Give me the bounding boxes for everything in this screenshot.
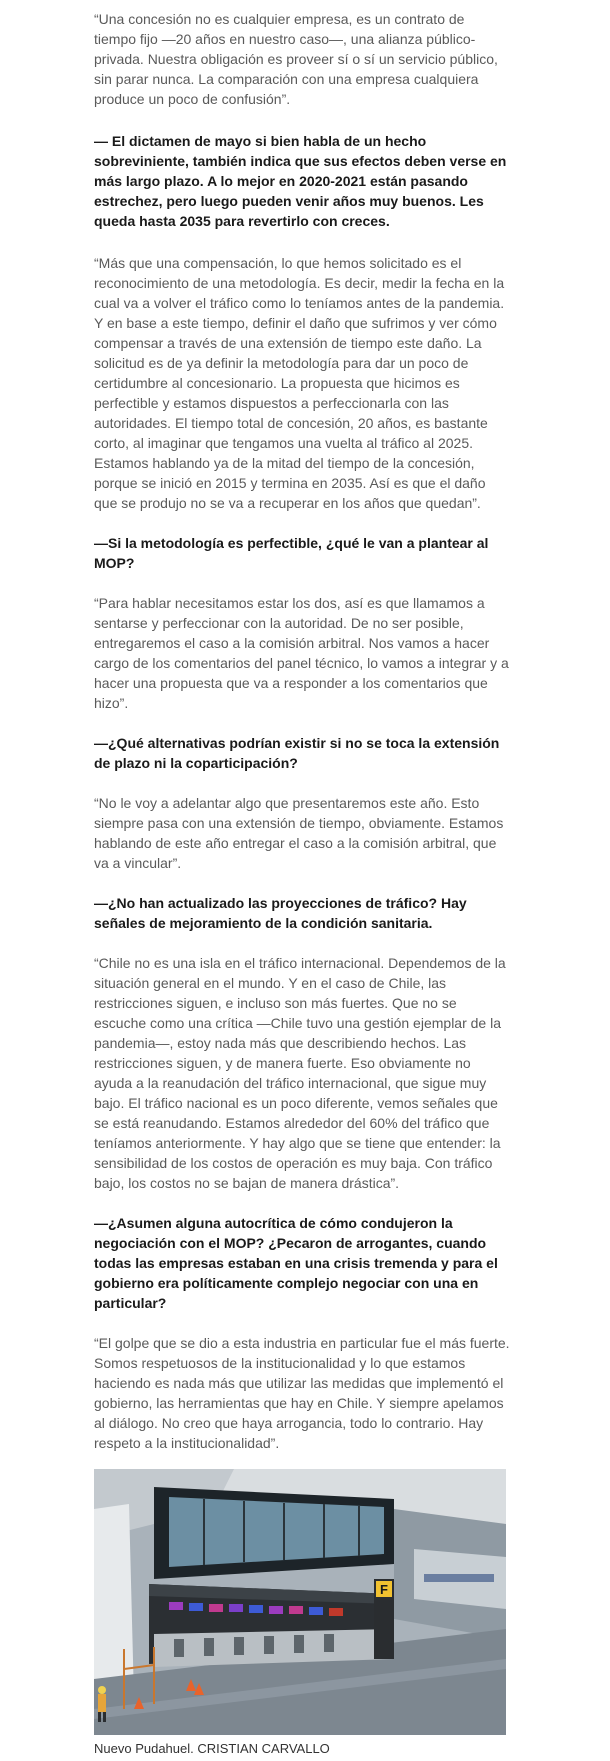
screen	[329, 1608, 343, 1616]
answer-paragraph-6: “El golpe que se dio a esta industria en particular fue el más fuerte. Somos respetuosos de la institucionalidad y lo que estamos haciendo es nada más que utilizar las medidas que implementó el gobierno, las herramientas que hay en Chile. Y siempre apelamos al diálogo. No creo que haya arrogancia, todo lo contrario. Hay respeto a la institucionalidad”.	[94, 1335, 510, 1451]
article-body	[94, 0, 510, 1757]
worker-leg	[103, 1712, 106, 1722]
far-counters	[424, 1574, 494, 1582]
worker-helmet	[98, 1686, 106, 1694]
kiosk	[174, 1639, 184, 1657]
kiosk	[324, 1634, 334, 1652]
kiosk	[234, 1637, 244, 1655]
answer-paragraph-4: “No le voy a adelantar algo que presentaremos este año. Esto siempre pasa con una extensión de tiempo, obviamente. Estamos hablando de este año entregar el caso a la comisión arbitral, que va a vincular”.	[94, 795, 504, 871]
worker-leg	[98, 1712, 101, 1722]
kiosk	[264, 1636, 274, 1654]
question-3: —¿Qué alternativas podrían existir si no se toca la extensión de plazo ni la coparticipación?	[94, 735, 500, 771]
airport-terminal-photo	[94, 1469, 506, 1735]
question-2: —Si la metodología es perfectible, ¿qué le van a plantear al MOP?	[94, 535, 489, 571]
screen	[269, 1606, 283, 1614]
screen	[209, 1604, 223, 1612]
kiosk	[204, 1638, 214, 1656]
airport-terminal-illustration	[94, 1469, 506, 1735]
screen	[309, 1607, 323, 1615]
screen	[289, 1606, 303, 1614]
screen	[169, 1602, 183, 1610]
question-1: — El dictamen de mayo si bien habla de un hecho sobreviniente, también indica que sus efectos deben verse en más largo plazo. A lo mejor en 2020-2021 están pasando estrechez, pero luego pueden venir años muy buenos. Les queda hasta 2035 para revertirlo con creces.	[94, 133, 507, 229]
screen	[249, 1605, 263, 1613]
question-4: —¿No han actualizado las proyecciones de tráfico? Hay señales de mejoramiento de la condición sanitaria.	[94, 895, 467, 931]
worker	[98, 1694, 106, 1712]
question-5: —¿Asumen alguna autocrítica de cómo condujeron la negociación con el MOP? ¿Pecaron de arrogantes, cuando todas las empresas estaban en una crisis tremenda y para el gobierno era políticamente complejo negociar con una en particular?	[94, 1215, 498, 1311]
screen	[229, 1604, 243, 1612]
answer-paragraph-1: “Una concesión no es cualquier empresa, es un contrato de tiempo fijo —20 años en nuestro caso—, una alianza público-privada. Nuestra obligación es proveer sí o sí un servicio público, sin parar nunca. La comparación con una empresa cualquiera produce un poco de confusión”.	[94, 11, 498, 107]
answer-paragraph-2: “Más que una compensación, lo que hemos solicitado es el reconocimiento de una metodología. Es decir, medir la fecha en la cual va a volver el tráfico como lo teníamos antes de la pandemia. Y en base a este tiempo, definir el daño que sufrimos y ver cómo compensar a través de una extensión de tiempo este daño. La solicitud es de ya definir la metodología para dar un poco de certidumbre al concesionario. La propuesta que hicimos es perfectible y estamos dispuestos a perfeccionarla con las autoridades. El tiempo total de concesión, 20 años, es bastante corto, al imaginar que tengamos una vuelta al tráfico al 2025. Estamos hablando ya de la mitad del tiempo de la concesión, porque se inició en 2015 y termina en 2035. Así es que el daño que se produjo no se va a recuperar en los años que quedan”.	[94, 255, 505, 511]
screen	[189, 1603, 203, 1611]
kiosk	[294, 1635, 304, 1653]
answer-paragraph-3: “Para hablar necesitamos estar los dos, así es que llamamos a sentarse y perfeccionar con la autoridad. De no ser posible, entregaremos el caso a la comisión arbitral. Nos vamos a hacer cargo de los comentarios del panel técnico, lo vamos a integrar y a hacer una propuesta que va a responder a los comentarios que hizo”.	[94, 595, 509, 711]
answer-paragraph-5: “Chile no es una isla en el tráfico internacional. Dependemos de la situación general en el mundo. Y en el caso de Chile, las restricciones siguen, e incluso son más fuertes. Que no se escuche como una crítica —Chile tuvo una gestión ejemplar de la pandemia—, estoy nada más que describiendo hechos. Las restricciones siguen, y de manera fuerte. Eso obviamente no ayuda a la reanudación del tráfico internacional, que sigue muy bajo. El tráfico nacional es un poco diferente, vemos señales que se está reanudando. Estamos alrededor del 60% del tráfico que teníamos anteriormente. Y hay algo que se tiene que entender: la sensibilidad de los costos de operación es muy baja. Con tráfico bajo, los costos no se bajan de manera drástica”.	[94, 955, 506, 1191]
sign-letter: F	[380, 1582, 388, 1597]
photo-caption: Nuevo Pudahuel. CRISTIAN CARVALLO	[94, 1741, 330, 1756]
